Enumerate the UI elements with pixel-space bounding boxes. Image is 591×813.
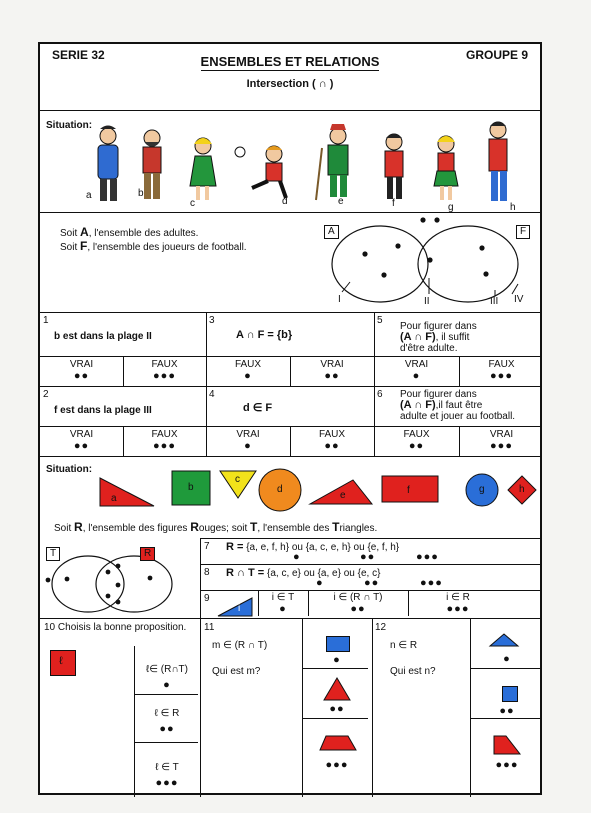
person-f [385,134,403,199]
q6-number: 6 [377,389,383,400]
q7-dots-1: ● [293,551,301,563]
divider [200,618,201,797]
divider [200,538,540,539]
q9-option-1[interactable]: i ∈ T ● [271,592,295,615]
q4-answer-faux[interactable]: FAUX ●● [318,429,346,452]
serie-label: SERIE 32 [52,48,105,62]
q8-statement: R ∩ T = {a, c, e} ou {a, e} ou {e, c} [226,567,381,579]
q7-statement: R = {a, e, f, h} ou {a, c, e, h} ou {e, f, h} [226,541,400,553]
q12-option-1[interactable] [488,632,528,650]
set-t-box: T [46,547,60,561]
person-letter-c: c [190,198,195,209]
set-r-box: R [140,547,155,561]
set-a-box: A [324,225,339,239]
divider [134,694,198,695]
set-f-box: F [516,225,530,239]
q2-number: 2 [43,389,49,400]
q12-dots-1: ● [503,653,511,665]
divider [302,668,368,669]
q7-option-2[interactable]: {a, c, e, h} [305,542,351,553]
q6-statement: Pour figurer dans (A ∩ F),il faut être adulte et jouer au football. [400,389,516,422]
q8-option-2[interactable]: {a, e} [317,568,341,579]
q11-option-1[interactable] [326,636,350,652]
q8-number: 8 [204,567,210,578]
q9-letter: i [238,603,241,614]
q8-dots-1: ● [316,577,324,589]
divider [40,386,540,387]
q2-answer-faux[interactable]: FAUX ●●● [151,429,178,452]
worksheet [38,42,542,795]
divider [134,742,198,743]
q4-answer-vrai[interactable]: VRAI ● [236,429,260,452]
q11-dots-2: ●● [329,703,345,715]
divider [200,538,201,620]
q7-number: 7 [204,541,210,552]
q4-number: 4 [209,389,215,400]
divider [40,456,540,457]
divider [372,618,373,797]
q10-option-1[interactable]: ℓ∈ (R∩T) ● [146,664,188,691]
def-footballers: Soit F, l'ensemble des joueurs de football. [60,239,247,253]
q8-option-3[interactable]: {e, c} [357,568,381,579]
q12-option-2[interactable] [502,686,518,702]
person-a [98,126,118,202]
q10-option-3[interactable]: ℓ ∈ T ●●● [155,762,179,789]
q3-statement: A ∩ F = {b} [236,329,293,341]
q10-option-2[interactable]: ℓ ∈ R ●● [154,708,180,735]
person-d [235,146,286,198]
venn-diagram-2 [40,540,200,620]
q9-number: 9 [204,593,210,604]
q12-question: Qui est n? [390,666,436,677]
person-letter-d: d [282,196,288,207]
q7-option-1[interactable]: {a, e, f, h} [246,542,290,553]
q8-dots-2: ●● [364,577,380,589]
q5-answer-faux[interactable]: FAUX ●●● [488,359,515,382]
situation-2-label: Situation: [46,464,93,475]
person-letter-f: f [392,198,395,209]
q11-dots-1: ● [333,654,341,666]
q1-statement: b est dans la plage II [54,331,152,342]
person-g [434,136,458,200]
person-letter-b: b [138,188,144,199]
q2-statement: f est dans la plage III [54,405,152,416]
def-adults: Soit A, l'ensemble des adultes. [60,225,199,239]
q11-option-3[interactable] [318,734,358,752]
q8-dots-3: ●●● [420,577,443,589]
shape-letter-h: h [519,484,525,495]
shape-letter-e: e [340,490,346,501]
q3-number: 3 [209,315,215,326]
people-illustration [40,116,544,216]
person-e [316,124,348,200]
shape-letter-b: b [188,482,194,493]
sets-definition: Soit R, l'ensemble des figures Rouges; soit T, l'ensemble des Triangles. [54,520,378,534]
q9-option-3[interactable]: i ∈ R ●●● [446,592,470,615]
region-iii: III [490,296,499,307]
divider [200,590,540,591]
q1-answer-faux[interactable]: FAUX ●●● [151,359,178,382]
q12-statement: n ∈ R [390,640,418,651]
shape-letter-a: a [111,493,117,504]
person-c [190,138,216,200]
region-ii: II [424,296,430,307]
q3-answer-vrai[interactable]: VRAI ●● [320,359,344,382]
q10-prompt: 10 Choisis la bonne proposition. [44,622,187,633]
shape-f [382,476,438,502]
divider [302,718,368,719]
page-subtitle: Intersection ( ∩ ) [246,78,334,90]
q9-option-2[interactable]: i ∈ (R ∩ T) ●● [333,592,383,615]
q5-number: 5 [377,315,383,326]
q11-number: 11 [204,622,215,633]
q12-dots-2: ●● [499,705,515,717]
q7-dots-3: ●●● [416,551,439,563]
situation-label: Situation: [46,120,93,131]
q1-answer-vrai[interactable]: VRAI ●● [69,359,94,382]
shape-letter-d: d [277,484,283,495]
q7-dots-2: ●● [360,551,376,563]
q4-statement: d ∈ F [243,402,273,414]
q11-option-2[interactable] [322,676,352,702]
person-letter-a: a [86,190,92,201]
venn-diagram-1 [40,212,544,312]
divider [40,618,540,619]
shape-letter-g: g [479,484,485,495]
q5-answer-vrai[interactable]: VRAI ● [404,359,429,382]
divider [40,110,540,111]
divider [470,668,540,669]
shape-a [100,478,154,506]
divider [470,718,540,719]
q6-answer-faux[interactable]: FAUX ●● [403,429,430,452]
q7-option-3[interactable]: {e, f, h} [367,542,400,553]
q2-answer-vrai[interactable]: VRAI ●● [69,429,94,452]
q11-question: Qui est m? [212,666,261,677]
q10-letter: ℓ [59,655,63,667]
person-h [489,122,507,201]
q12-number: 12 [375,622,387,633]
q6-answer-vrai[interactable]: VRAI ●●● [489,429,514,452]
q1-number: 1 [43,315,49,326]
person-letter-e: e [338,196,344,207]
q10-shape-l [50,650,76,676]
q11-dots-3: ●●● [325,759,349,771]
shape-letter-f: f [407,485,410,496]
region-i: I [338,294,341,305]
groupe-label: GROUPE 9 [465,48,528,62]
q9-shape-i [216,594,256,618]
shape-letter-c: c [235,474,240,485]
q12-dots-3: ●●● [495,759,519,771]
q12-option-3[interactable] [492,734,522,756]
person-b [143,130,161,199]
person-letter-h: h [510,202,516,213]
q8-option-1[interactable]: {a, c, e} [266,568,301,579]
q11-statement: m ∈ (R ∩ T) [212,640,268,651]
page-title: ENSEMBLES ET RELATIONS [200,54,380,69]
divider [40,312,540,313]
q5-statement: Pour figurer dans (A ∩ F), il suffit d'être adulte. [400,321,477,354]
q3-answer-faux[interactable]: FAUX ● [234,359,262,382]
divider [200,564,540,565]
person-letter-g: g [448,202,454,213]
region-iv: IV [514,294,524,305]
